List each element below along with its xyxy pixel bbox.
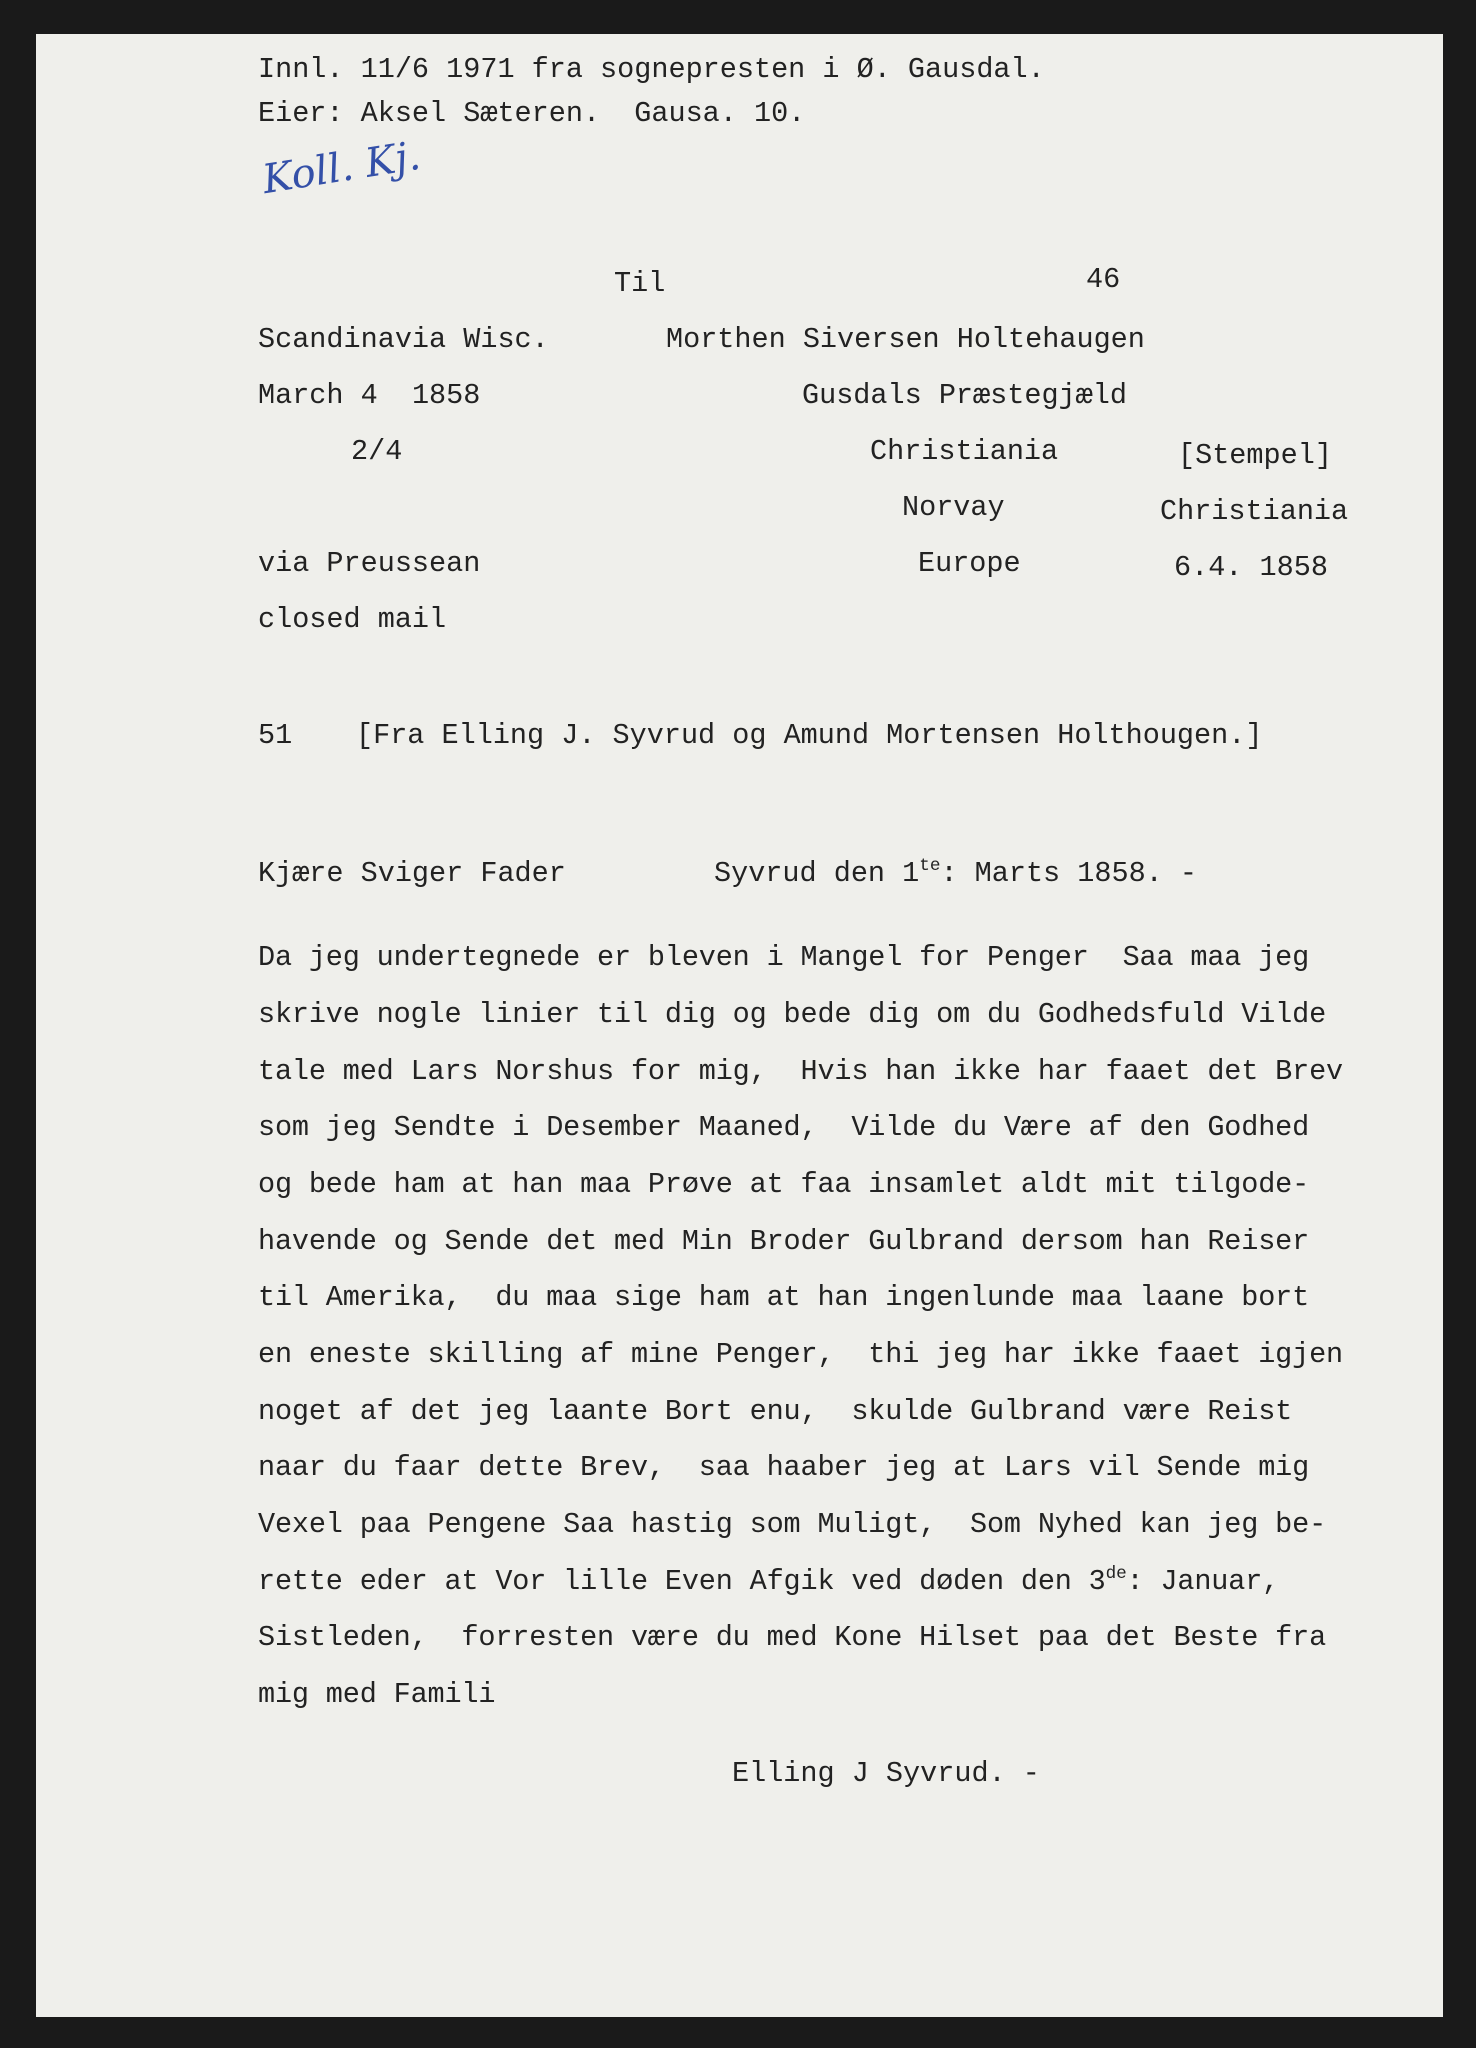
handwritten-note: Koll. Kj.: [259, 132, 424, 204]
page-number: 46: [1086, 263, 1121, 296]
dateline-text: Syvrud den 1: [714, 857, 920, 890]
body-line: Vexel paa Pengene Saa hastig som Muligt, Som Nyhed kan jeg be-: [258, 1508, 1327, 1541]
salutation: Kjære Sviger Fader: [258, 857, 566, 890]
date-year: 1858: [411, 379, 481, 412]
body-line: skrive nogle linier til dig og bede dig om du Godhedsfuld Vilde: [258, 998, 1327, 1031]
recipient-country: Norvay: [902, 491, 1005, 524]
stamp-city: Christiania: [1160, 495, 1349, 528]
date-line: [258, 379, 481, 412]
body-line: tale med Lars Norshus for mig, Hvis han ikke har faaet det Brev: [258, 1055, 1343, 1088]
body-line: [258, 1564, 1280, 1598]
letter-number: 51: [258, 719, 293, 752]
recipient-continent: Europe: [918, 547, 1021, 580]
sender-place: Scandinavia Wisc.: [258, 323, 549, 356]
recipient-parish: Gusdals Præstegjæld: [802, 379, 1127, 412]
recipient-city: Christiania: [870, 435, 1059, 468]
via-route: via Preussean: [258, 547, 481, 580]
owner-note: Eier: Aksel Sæteren. Gausa. 10.: [258, 97, 806, 130]
body-line-text: rette eder at Vor lille Even Afgik ved døden den 3: [258, 1565, 1106, 1598]
dateline-rest: : Marts 1858. -: [940, 857, 1197, 890]
letter-heading: [Fra Elling J. Syvrud og Amund Mortensen Holthougen.]: [356, 719, 1263, 752]
signature: Elling J Syvrud. -: [732, 1757, 1040, 1790]
body-line: og bede ham at han maa Prøve at faa insamlet aldt mit tilgode-: [258, 1168, 1310, 1201]
body-line-rest: : Januar,: [1126, 1565, 1280, 1598]
body-line: Sistleden, forresten være du med Kone Hilset paa det Beste fra: [258, 1621, 1327, 1654]
stamp-label: [Stempel]: [1178, 439, 1332, 472]
recipient-name: Morthen Siversen Holtehaugen: [666, 323, 1145, 356]
document-page: [36, 34, 1443, 2017]
body-line: havende og Sende det med Min Broder Gulbrand dersom han Reiser: [258, 1225, 1310, 1258]
body-line: naar du faar dette Brev, saa haaber jeg at Lars vil Sende mig: [258, 1451, 1310, 1484]
body-line: som jeg Sendte i Desember Maaned, Vilde du Være af den Godhed: [258, 1111, 1310, 1144]
fraction: 2/4: [351, 435, 403, 468]
body-line: mig med Famili: [258, 1678, 496, 1711]
body-line: Da jeg undertegnede er bleven i Mangel for Penger Saa maa jeg: [258, 941, 1310, 974]
stamp-date: 6.4. 1858: [1174, 551, 1328, 584]
body-line: en eneste skilling af mine Penger, thi jeg har ikke faaet igjen: [258, 1338, 1343, 1371]
body-line: noget af det jeg laante Bort enu, skulde Gulbrand være Reist: [258, 1395, 1293, 1428]
intake-note: Innl. 11/6 1971 fra sognepresten i Ø. Gausdal.: [258, 53, 1045, 86]
dateline-sup: te: [919, 856, 941, 877]
body-line-sup: de: [1105, 1564, 1127, 1585]
dateline: [714, 856, 1197, 890]
date-day: 4: [360, 379, 378, 412]
date-month: March: [258, 379, 344, 412]
body-line: til Amerika, du maa sige ham at han ingenlunde maa laane bort: [258, 1281, 1310, 1314]
closed-mail: closed mail: [258, 603, 447, 636]
til-label: Til: [614, 267, 666, 300]
